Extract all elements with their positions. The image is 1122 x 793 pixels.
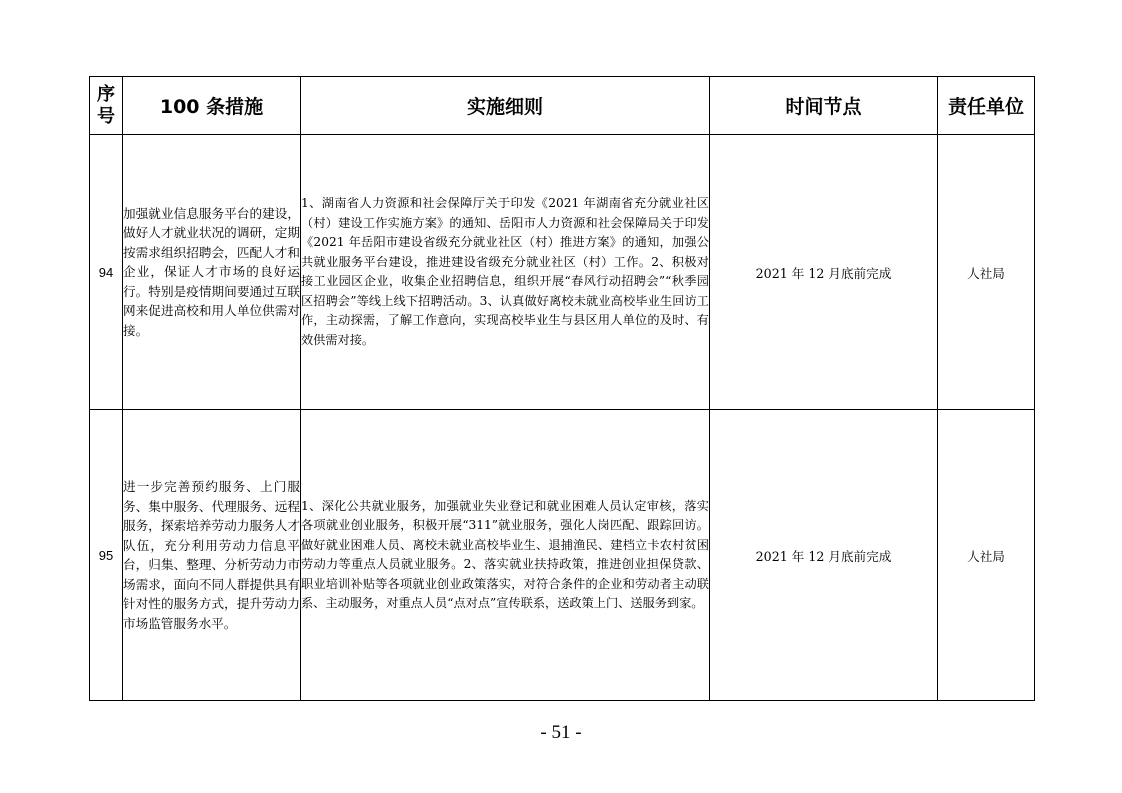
row-seq: 94 [90,135,123,410]
row-seq: 95 [90,410,123,701]
header-seq [90,77,123,135]
row-unit: 人社局 [938,410,1035,701]
table-row [90,135,1035,410]
header-unit: 责任单位 [938,77,1035,135]
page-number: - 51 - [540,722,582,743]
header-seq-line2: 号 [97,105,115,127]
header-measure: 100 条措施 [123,77,301,135]
row-detail: 1、深化公共就业服务，加强就业失业登记和就业困难人员认定审核，落实各项就业创业服务，积极开展“311”就业服务，强化人岗匹配、跟踪回访。做好就业困难人员、离校未就业高校毕业生、退捕渔民、建档立卡农村贫困劳动力等重点人员就业服务。2、落实就业扶持政策，推进创业担保贷款、职业培训补贴等各项就业创业政策落实，对符合条件的企业和劳动者主动联系、主动服务，对重点人员“点对点”宣传联系，送政策上门、送服务到家。 [301,410,710,701]
row-time: 2021 年 12 月底前完成 [710,135,938,410]
row-detail: 1、湖南省人力资源和社会保障厅关于印发《2021 年湖南省充分就业社区（村）建设工作实施方案》的通知、岳阳市人力资源和社会保障局关于印发《2021 年岳阳市建设省级充分就业社区（村）推进方案》的通知，加强公共就业服务平台建设，推进建设省级充分就业社区（村）工作。2、积极对接工业园区企业，收集企业招聘信息，组织开展“春风行动招聘会”“秋季园区招聘会”等线上线下招聘活动。3、认真做好离校未就业高校毕业生回访工作，主动探需，了解工作意向，实现高校毕业生与县区用人单位的及时、有效供需对接。 [301,135,710,410]
header-seq-line1: 序 [97,83,115,105]
row-time: 2021 年 12 月底前完成 [710,410,938,701]
header-detail: 实施细则 [301,77,710,135]
row-measure: 进一步完善预约服务、上门服务、集中服务、代理服务、远程服务，探索培养劳动力服务人才队伍，充分利用劳动力信息平台，归集、整理、分析劳动力市场需求，面向不同人群提供具有针对性的服务方式，提升劳动力市场监管服务水平。 [123,410,301,701]
table-header-row [90,77,1035,135]
row-unit: 人社局 [938,135,1035,410]
row-measure: 加强就业信息服务平台的建设，做好人才就业状况的调研，定期按需求组织招聘会，匹配人才和企业，保证人才市场的良好运行。特别是疫情期间要通过互联网来促进高校和用人单位供需对接。 [123,135,301,410]
measures-table [89,76,1035,701]
table-row [90,410,1035,701]
header-time: 时间节点 [710,77,938,135]
